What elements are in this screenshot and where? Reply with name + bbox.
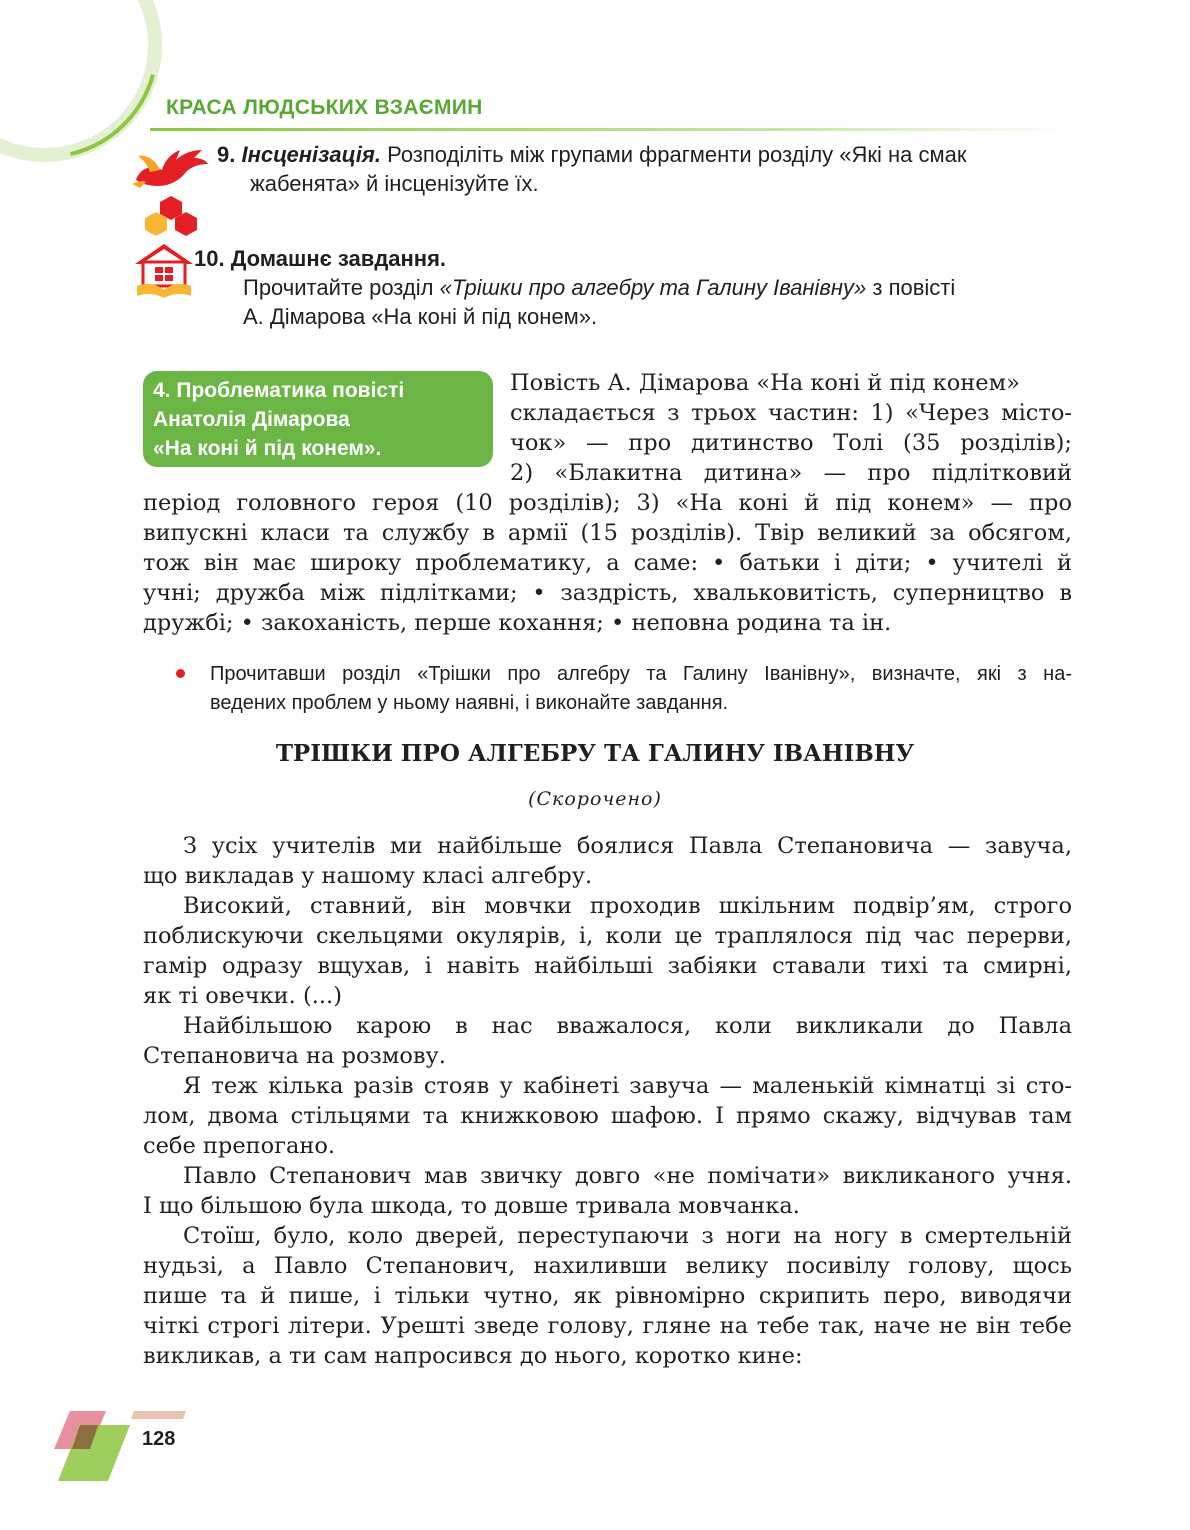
task-9-line1	[217, 140, 1077, 169]
story-line: гамір одразу вщухав, і навіть найбільші забіяки ставали тихі та смирні,	[143, 953, 1072, 979]
bullet-line2: ведених проблем у ньому наявні, і виконайте завдання.	[210, 692, 729, 714]
task-9	[217, 140, 1077, 198]
story-title: ТРІШКИ ПРО АЛГЕБРУ ТА ГАЛИНУ ІВАНІВНУ	[275, 740, 915, 767]
intro-line: дружбі; • закоханість, перше кохання; • неповна родина та ін.	[143, 610, 892, 636]
section-heading-line2: Анатолія Дімарова	[153, 408, 350, 431]
bullet-line1: Прочитавши розділ «Трішки про алгебру та Галину Іванівну», визначте, які з на-	[210, 663, 1072, 685]
story-line: себе препогано.	[143, 1133, 336, 1159]
story-paragraph-4	[143, 1071, 1072, 1161]
story-line: І що більшою була шкода, то довше тривала мовчанка.	[143, 1193, 800, 1219]
page-number: 128	[142, 1428, 176, 1450]
story-line: Степановича на розмову.	[143, 1043, 446, 1069]
intro-full-width	[143, 488, 1072, 638]
section-heading-box	[143, 371, 493, 467]
story-paragraph-5	[143, 1161, 1072, 1221]
intro-line: випускні класи та службу в армії (15 розділів). Твір великий за обсягом,	[143, 520, 1072, 546]
story-body	[143, 831, 1072, 1371]
section-heading-line3: «На коні й під конем».	[153, 437, 382, 460]
task-9-line2: жабенята» й інсценізуйте їх.	[250, 171, 539, 196]
story-paragraph-6	[143, 1221, 1072, 1371]
task-10-heading	[194, 244, 1074, 273]
intro-line: 2) «Блакитна дитина» — про підлітковий	[510, 460, 1072, 486]
story-line: нудьзі, а Павло Степанович, нахиливши велику посивілу голову, щось	[143, 1253, 1072, 1279]
intro-line: складається з трьох частин: 1) «Через місто-	[510, 400, 1072, 426]
story-line: Стоїш, було, коло дверей, переступаючи з ноги на ногу в смертельній	[183, 1223, 1072, 1249]
story-line: що викладав у нашому класі алгебру.	[143, 863, 593, 889]
task-10-line1	[194, 273, 1074, 302]
intro-line: тож він має широку проблематику, а саме: • батьки і діти; • учителі й	[143, 550, 1072, 576]
story-line: викликав, а ти сам напросився до нього, коротко кине:	[143, 1343, 803, 1369]
bullet-dot-icon	[176, 669, 185, 678]
story-line: лом, двома стільцями та книжковою шафою. І прямо скажу, відчував там	[143, 1103, 1072, 1129]
task-9-title: Інсценізація.	[241, 142, 381, 167]
task-9-number: 9.	[217, 142, 236, 167]
story-line: чіткі строгі літери. Урешті зведе голову, гляне на тебе так, наче не він тебе	[143, 1313, 1072, 1339]
intro-line: період головного героя (10 розділів); 3) «На коні й під конем» — про	[143, 490, 1072, 516]
story-line: як ті овечки. (...)	[143, 983, 342, 1009]
story-line: Високий, ставний, він мовчки проходив шкільним подвір’ям, строго	[183, 893, 1072, 919]
story-line: пише та й пише, і тільки чутно, як рівномірно скрипить перо, виводячи	[143, 1283, 1072, 1309]
story-line: поблискуючи скельцями окулярів, і, коли це траплялося під час перерви,	[143, 923, 1072, 949]
story-paragraph-2	[143, 891, 1072, 1011]
task-10-line2: А. Дімарова «На коні й під конем».	[243, 304, 598, 329]
hexagons-icon	[140, 194, 202, 238]
task-10-title: Домашнє завдання.	[230, 246, 447, 271]
section-heading-line1: 4. Проблематика повісті	[153, 379, 405, 402]
bullet-task	[210, 660, 1072, 718]
task-10	[194, 244, 1074, 331]
task-10-number: 10.	[194, 246, 225, 271]
story-line: Павло Степанович мав звичку довго «не помічати» викликаного учня.	[183, 1163, 1072, 1189]
story-paragraph-3	[143, 1011, 1072, 1071]
story-paragraph-1	[143, 831, 1072, 891]
story-line: Найбільшою карою в нас вважалося, коли викликали до Павла	[183, 1013, 1072, 1039]
story-line: Я теж кілька разів стояв у кабінеті завуча — маленькій кімнатці зі сто-	[183, 1073, 1072, 1099]
intro-line: Повість А. Дімарова «На коні й під конем»	[510, 370, 1020, 396]
header-divider	[150, 128, 1070, 131]
pegasus-icon	[130, 140, 210, 192]
task-9-text: Розподіліть між групами фрагменти розділу «Які на смак	[387, 142, 967, 167]
story-subtitle: (Скорочено)	[528, 788, 662, 810]
task-10-text-before: Прочитайте розділ	[243, 275, 440, 300]
intro-right-column	[510, 368, 1072, 488]
task-10-italic-title: «Трішки про алгебру та Галину Іванівну»	[439, 275, 867, 300]
header-title: КРАСА ЛЮДСЬКИХ ВЗАЄМИН	[166, 96, 483, 119]
intro-line: чок» — про дитинство Толі (35 розділів);	[510, 430, 1072, 456]
story-line: З усіх учителів ми найбільше боялися Павла Степановича — завуча,	[183, 833, 1072, 859]
intro-line: учні; дружба між підлітками; • заздрість, хвальковитість, суперництво в	[143, 580, 1072, 606]
task-10-text-after: з повісті	[866, 275, 956, 300]
home-book-icon	[133, 242, 195, 300]
